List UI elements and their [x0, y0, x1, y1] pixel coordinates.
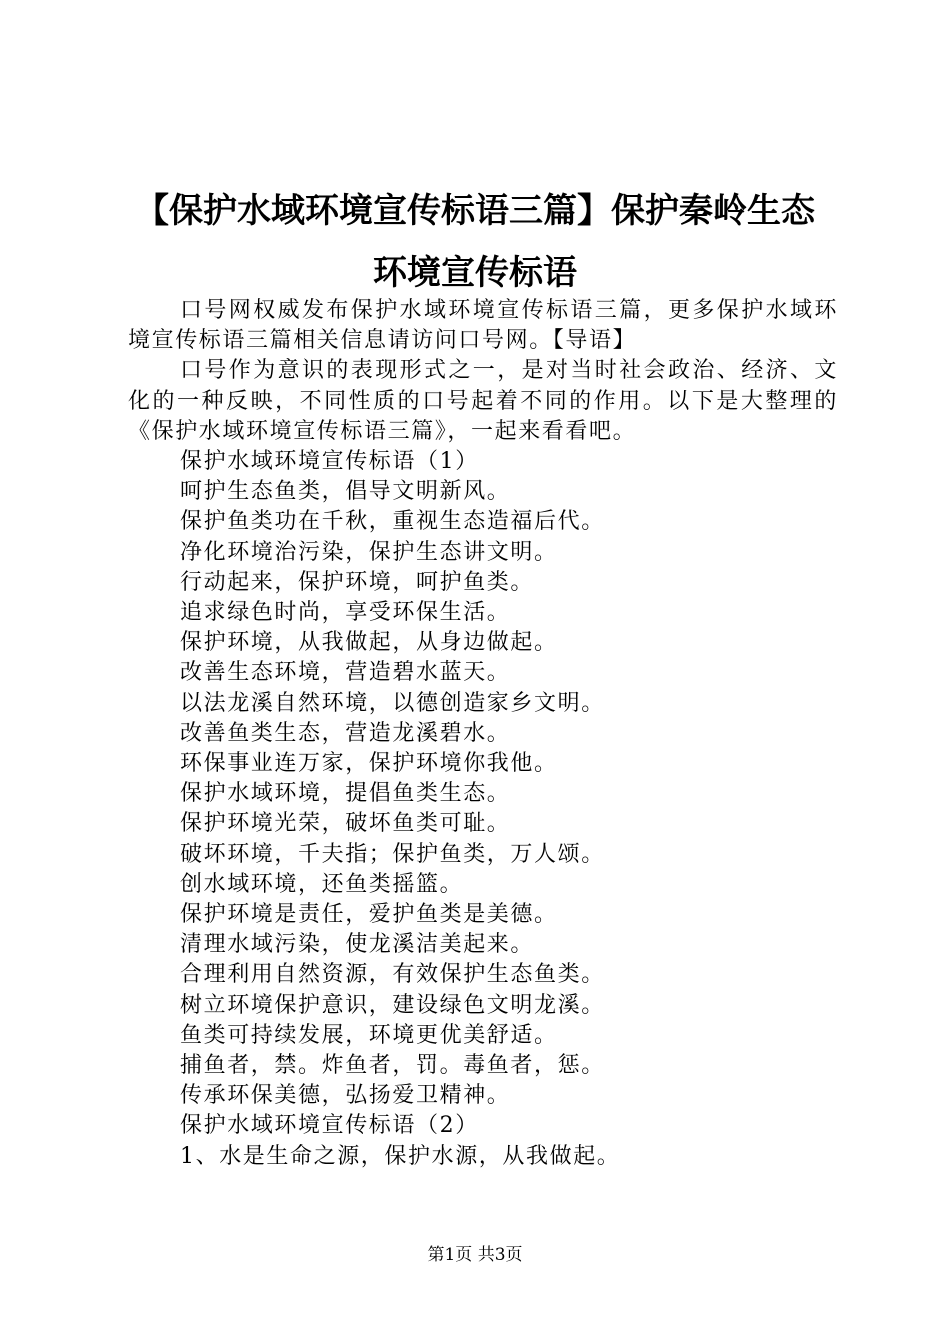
slogan-line: 捕鱼者，禁。炸鱼者，罚。毒鱼者，惩。: [180, 1053, 605, 1079]
slogan-line: 以法龙溪自然环境，以德创造家乡文明。: [180, 690, 605, 716]
title-line-1: 【保护水域环境宣传标语三篇】保护秦岭生态: [135, 191, 815, 231]
slogan-line: 改善鱼类生态，营造龙溪碧水。: [180, 720, 511, 746]
slogan-line: 合理利用自然资源，有效保护生态鱼类。: [180, 962, 605, 988]
slogan-line: 保护环境光荣，破坏鱼类可耻。: [180, 811, 511, 837]
slogan-line: 净化环境治污染，保护生态讲文明。: [180, 539, 558, 565]
section-heading: 保护水域环境宣传标语（2）: [180, 1113, 479, 1139]
slogan-line: 保护鱼类功在千秋，重视生态造福后代。: [180, 509, 605, 535]
slogan-line: 保护环境，从我做起，从身边做起。: [180, 630, 558, 656]
slogan-list-2: [128, 1142, 838, 1172]
slogan-line: 传承环保美德，弘扬爱卫精神。: [180, 1083, 511, 1109]
title-line-2: 环境宣传标语: [373, 253, 577, 293]
slogan-line: 鱼类可持续发展，环境更优美舒适。: [180, 1022, 558, 1048]
slogan-line: 呵护生态鱼类，倡导文明新风。: [180, 479, 511, 505]
intro-paragraph: 口号作为意识的表现形式之一，是对当时社会政治、经济、文化的一种反映，不同性质的口号起着不同的作用。以下是大整理的《保护水域环境宣传标语三篇》，一起来看看吧。: [128, 358, 838, 444]
slogan-line: 改善生态环境，营造碧水蓝天。: [180, 660, 511, 686]
slogan-line: 树立环境保护意识，建设绿色文明龙溪。: [180, 992, 605, 1018]
slogan-list-1: [128, 477, 838, 1111]
slogan-line: 保护水域环境，提倡鱼类生态。: [180, 781, 511, 807]
slogan-line: 环保事业连万家，保护环境你我他。: [180, 751, 558, 777]
page-footer: 第1页 共3页: [427, 1245, 523, 1265]
intro-paragraph: 口号网权威发布保护水域环境宣传标语三篇，更多保护水域环境宣传标语三篇相关信息请访问口号网。【导语】: [128, 298, 838, 354]
slogan-line: 行动起来，保护环境，呵护鱼类。: [180, 569, 535, 595]
document-body: [128, 296, 838, 1172]
slogan-line: 1、水是生命之源，保护水源，从我做起。: [180, 1143, 621, 1169]
document-title: [100, 180, 850, 304]
slogan-line: 创水域环境，还鱼类摇篮。: [180, 871, 464, 897]
slogan-line: 追求绿色时尚，享受环保生活。: [180, 600, 511, 626]
slogan-line: 清理水域污染，使龙溪洁美起来。: [180, 932, 535, 958]
section-heading: 保护水域环境宣传标语（1）: [180, 449, 479, 475]
slogan-line: 保护环境是责任，爱护鱼类是美德。: [180, 902, 558, 928]
slogan-line: 破坏环境，千夫指；保护鱼类，万人颂。: [180, 841, 605, 867]
